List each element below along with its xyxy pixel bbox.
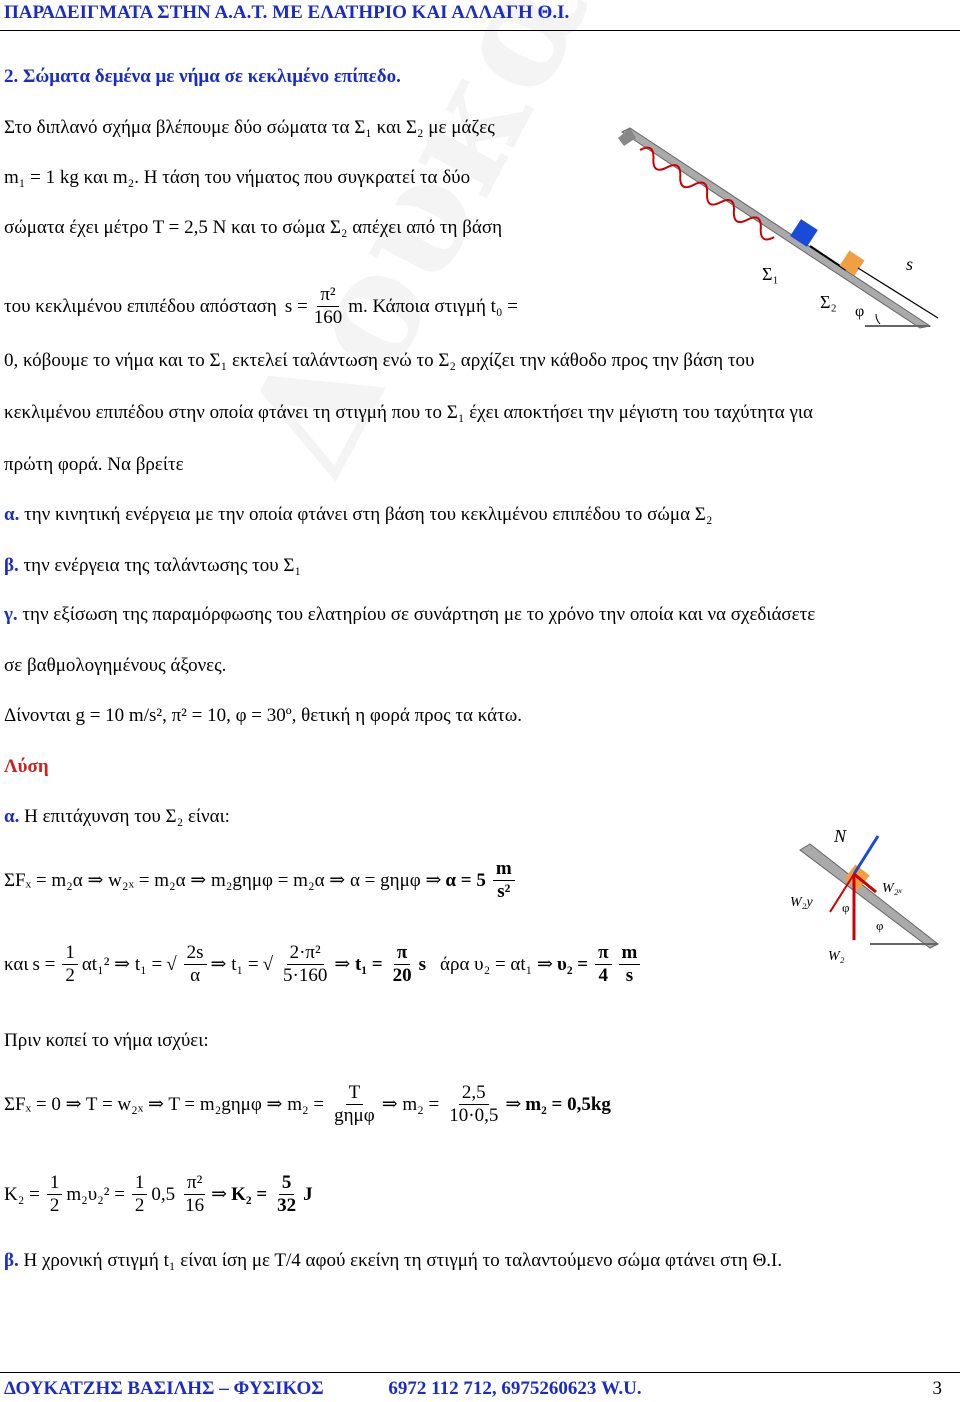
problem-line: 0, κόβουμε το νήμα και το Σ₁ εκτελεί ταλάντωση ενώ το Σ₂ αρχίζει την κάθοδο προς την βάση του bbox=[4, 350, 755, 371]
equation-1 bbox=[4, 858, 519, 903]
problem-line: του κεκλιμένου επιπέδου απόσταση s = $\frac{\text{π²}}{160}$ m. Κάποια στιγμή t₀ = bbox=[4, 284, 519, 328]
label-w2: W₂ bbox=[828, 949, 845, 964]
question-b bbox=[4, 555, 301, 577]
question-c bbox=[4, 604, 815, 626]
question-label: β. bbox=[4, 555, 19, 576]
solution-title: Λύση bbox=[4, 756, 49, 777]
fraction: $\frac{2s}{\alpha}$ bbox=[184, 942, 207, 987]
text: άρα υ₂ = αt₁ ⇒ bbox=[440, 954, 553, 975]
page-number: 3 bbox=[932, 1378, 942, 1399]
label-n: N bbox=[834, 826, 847, 846]
question-a bbox=[4, 504, 712, 526]
question-label: γ. bbox=[4, 604, 18, 625]
question-label: α. bbox=[4, 504, 20, 525]
text: Η επιτάχυνση του Σ₂ είναι: bbox=[24, 806, 230, 827]
author-name: ΔΟΥΚΑΤΖΗΣ ΒΑΣΙΛΗΣ – ΦΥΣΙΚΟΣ bbox=[4, 1378, 324, 1399]
author-phones: 6972 112 712, 6975260623 W.U. bbox=[388, 1378, 642, 1399]
text: Η χρονική στιγμή t₁ είναι ίση με Τ/4 αφού εκείνη τη στιγμή το ταλαντούμενο σώμα φτάνει στη Θ.Ι. bbox=[23, 1250, 783, 1271]
fraction: $\frac{\text{π²}}{16}$ bbox=[185, 1172, 205, 1216]
given-data: Δίνονται g = 10 m/s², π² = 10, φ = 30º, θετική η φορά προς τα κάτω. bbox=[4, 705, 523, 726]
fraction: $\frac{\pi}{20}$ bbox=[392, 942, 412, 986]
force-diagram bbox=[780, 820, 950, 980]
fraction: $\frac{m}{\text{s²}}$ bbox=[493, 858, 515, 903]
fraction: $\frac{5}{32}$ bbox=[277, 1172, 297, 1216]
equation-4: K₂ = $\frac{1}{2}$ m₂υ₂² = $\frac{1}{2}$ 0,5 $\frac{\text{π²}}{16}$ ⇒ K₂ = $\frac{5}{32}$ J bbox=[4, 1172, 313, 1216]
problem-heading: 2. Σώματα δεμένα με νήμα σε κεκλιμένο επίπεδο. bbox=[4, 66, 401, 87]
text: K₂ = bbox=[4, 1183, 40, 1205]
header-rule bbox=[0, 30, 960, 31]
problem-line: m₁ = 1 kg και m₂. Η τάση του νήματος που συγκρατεί τα δύο bbox=[4, 167, 471, 188]
fraction: $\frac{1}{2}$ bbox=[132, 1172, 148, 1217]
question-text: την ενέργεια της ταλάντωσης του Σ₁ bbox=[23, 555, 302, 576]
label-w2y: W₂y bbox=[790, 895, 813, 910]
fraction: $\frac{m}{s}$ bbox=[619, 942, 641, 987]
equation-3: ΣFₓ = 0 ⇒ T = w₂ₓ ⇒ T = m₂gημφ ⇒ m₂ = $\frac{T}{\text{gημφ}}$ ⇒ m₂ = $\frac{2,5}{10\cdot 0,5}$ ⇒ m₂ = 0,5kg bbox=[4, 1082, 611, 1126]
text: και bbox=[4, 953, 29, 975]
question-text: την κινητική ενέργεια με την οποία φτάνει στη βάση του κεκλιμένου επιπέδου το σώμα Σ₂ bbox=[24, 504, 713, 525]
question-text: την εξίσωση της παραμόρφωσης του ελατηρίου σε συνάρτηση με το χρόνο την οποία και να σχεδιάσετε bbox=[22, 604, 816, 625]
fraction: $\frac{\pi}{4}$ bbox=[595, 942, 611, 987]
footer-author bbox=[4, 1378, 642, 1400]
before-cut-text: Πριν κοπεί το νήμα ισχύει: bbox=[4, 1030, 209, 1051]
fraction: $\frac{1}{2}$ bbox=[47, 1172, 63, 1217]
equation-result: α = 5 bbox=[445, 869, 486, 891]
angle-arc bbox=[876, 314, 880, 324]
incline-plane bbox=[622, 128, 930, 328]
solution-b bbox=[4, 1250, 782, 1272]
solution-label: β. bbox=[4, 1250, 19, 1271]
equation-result: K₂ = bbox=[231, 1183, 268, 1205]
incline-plane bbox=[800, 844, 938, 948]
equation-result: m₂ = 0,5kg bbox=[525, 1093, 611, 1115]
problem-line: κεκλιμένου επιπέδου στην οποία φτάνει τη στιγμή που το Σ₁ έχει αποκτήσει την μέγιστη του ταχύτητα για bbox=[4, 402, 813, 423]
normal-force-arrow bbox=[854, 836, 878, 874]
problem-line: σώματα έχει μέτρο Τ = 2,5 Ν και το σώμα Σ₂ απέχει από τη βάση bbox=[4, 217, 503, 238]
text: του κεκλιμένου επιπέδου απόσταση bbox=[4, 295, 277, 317]
label-phi: φ bbox=[855, 303, 865, 320]
label-phi: φ bbox=[876, 918, 884, 933]
spring bbox=[636, 144, 778, 243]
equation-text: ΣFₓ = 0 ⇒ T = w₂ₓ ⇒ T = m₂gημφ ⇒ m₂ = bbox=[4, 1094, 325, 1115]
label-phi: φ bbox=[842, 900, 850, 915]
label-s1: Σ₁ bbox=[762, 264, 779, 284]
fraction: $\frac{2,5}{10\cdot 0,5}$ bbox=[449, 1082, 499, 1126]
footer-rule bbox=[0, 1372, 960, 1373]
text: m. Κάποια στιγμή t₀ = bbox=[348, 295, 519, 317]
page-header: ΠΑΡΑΔΕΙΓΜΑΤΑ ΣΤΗΝ Α.Α.Τ. ΜΕ ΕΛΑΤΗΡΙΟ ΚΑΙ ΑΛΛΑΓΗ Θ.Ι. bbox=[4, 2, 570, 23]
label-w2x: W₂ₓ bbox=[882, 881, 903, 896]
problem-line: πρώτη φορά. Να βρείτε bbox=[4, 454, 184, 475]
solution-a-intro bbox=[4, 806, 230, 828]
label-s: s bbox=[906, 254, 914, 274]
equation-2: και s = $\frac{1}{2}$ αt₁² ⇒ t₁ = √ $\frac{2s}{\alpha}$ ⇒ t₁ = √ $\frac{\text{2·π²}}{5\cdot 160}$ ⇒ t₁ = $\frac{\pi}{20}$ s άρα υ₂ = αt₁ ⇒ υ₂ = $\frac{\pi}{4}$ $\frac{m}{s}$ bbox=[4, 942, 644, 987]
fraction: $\frac{1}{2}$ bbox=[62, 942, 78, 987]
equation-text: ΣFₓ = m₂α ⇒ w₂ₓ = m₂α ⇒ m₂gημφ = m₂α ⇒ α = gημφ ⇒ bbox=[4, 870, 442, 891]
fraction: $\frac{T}{\text{gημφ}}$ bbox=[334, 1082, 375, 1126]
fraction: $\frac{\text{2·π²}}{5\cdot 160}$ bbox=[283, 942, 328, 986]
solution-label: α. bbox=[4, 806, 20, 827]
fraction: $\frac{\text{π²}}{160}$ bbox=[313, 284, 343, 328]
problem-line: Στο διπλανό σχήμα βλέπουμε δύο σώματα τα Σ₁ και Σ₂ με μάζες bbox=[4, 117, 495, 138]
label-s2: Σ₂ bbox=[820, 292, 837, 312]
incline-spring-figure bbox=[610, 118, 955, 338]
question-c-cont: σε βαθμολογημένους άξονες. bbox=[4, 655, 227, 676]
